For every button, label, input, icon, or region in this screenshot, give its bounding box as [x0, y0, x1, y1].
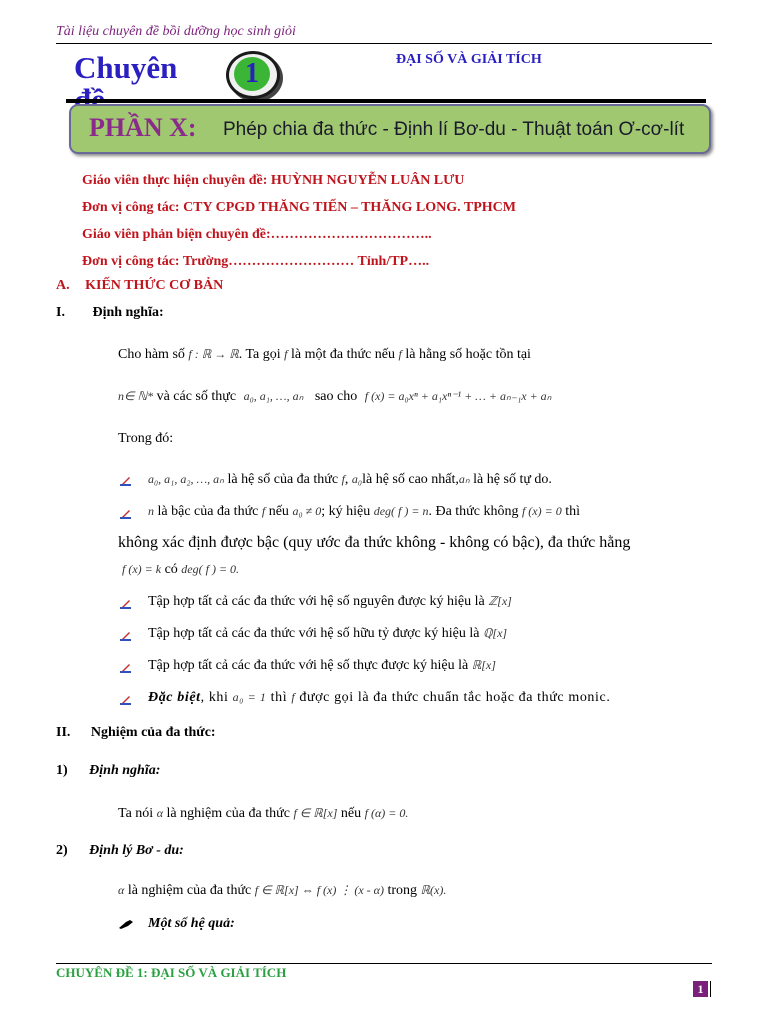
pen-icon: [120, 508, 131, 519]
bezout-statement: [118, 883, 446, 899]
math-expression: f: [398, 347, 402, 361]
text: là hệ số cao nhất,: [362, 472, 459, 487]
math-expression: aₙ: [458, 472, 470, 486]
math-expression: ℚ[x]: [482, 626, 508, 640]
degree-constant-line: [122, 562, 239, 578]
pen-icon: [120, 662, 131, 673]
text: là hệ số tự do.: [473, 472, 552, 487]
reviewer-unit-line: Đơn vị công tác: Trường……………………… Tỉnh/TP…..: [82, 254, 430, 269]
math-expression: f: [291, 690, 296, 704]
math-expression: a₀, a₁, a₂, …, aₙ: [148, 472, 224, 486]
text: ,: [344, 472, 349, 487]
unit-line: Đơn vị công tác: CTY CPGD THĂNG TIẾN – THĂNG LONG. TPHCM: [82, 200, 517, 215]
teacher-line: Giáo viên thực hiện chuyên đề: HUỲNH NGUYỄN LUÂN LƯU: [82, 173, 465, 188]
section-i-number: I.: [56, 305, 65, 320]
writing-hand-icon: [118, 919, 134, 930]
subsection-2-number: 2): [56, 843, 68, 858]
text: là nghiệm của đa thức: [166, 806, 290, 821]
section-ii-heading: [56, 725, 216, 741]
math-expression: α: [156, 806, 163, 820]
math-expression: n: [148, 504, 154, 518]
bullet-real-polys: [148, 658, 496, 674]
text: là nghiệm của đa thức: [127, 883, 252, 898]
header-rule: [56, 43, 712, 44]
bullet-degree: [148, 504, 580, 520]
math-expression: a₀: [351, 472, 363, 486]
text: và các số thực: [156, 389, 237, 404]
definition-line-2: [118, 389, 551, 405]
text: nếu: [268, 504, 289, 519]
text: Tập hợp tất cả các đa thức với hệ số thực được ký hiệu là: [148, 658, 469, 673]
subsection-2-heading: [56, 843, 184, 859]
where-label: Trong đó:: [118, 431, 174, 446]
math-expression: f ∈ ℝ[x] ⇔ f (x) ⋮ (x - α): [254, 883, 384, 897]
section-ii-title: Nghiệm của đa thức:: [90, 725, 216, 740]
text: sao cho: [314, 389, 358, 404]
math-expression: ℝ[x]: [471, 658, 496, 672]
subsection-1-heading: [56, 763, 160, 779]
bullet-rational-polys: [148, 626, 507, 642]
text: . Đa thức không: [428, 504, 519, 519]
degree-continuation: không xác định được bậc (quy ước đa thức không - không có bậc), đa thức hằng: [118, 534, 631, 551]
math-expression: f ∈ ℝ[x]: [293, 806, 338, 820]
section-a-heading: [56, 278, 223, 294]
math-expression: f: [341, 472, 345, 486]
math-expression: deg( f ) = 0.: [181, 562, 240, 576]
bullet-integer-polys: [148, 594, 512, 610]
section-ii-number: II.: [56, 725, 71, 740]
page-number-bar: [710, 981, 711, 997]
header-note: Tài liệu chuyên đề bồi dưỡng học sinh giỏi: [56, 24, 296, 39]
subject-title: ĐẠI SỐ VÀ GIẢI TÍCH: [396, 52, 542, 67]
math-expression: ℤ[x]: [488, 594, 512, 608]
reviewer-line: Giáo viên phản biện chuyên đề:……………………………..: [82, 227, 432, 242]
pen-icon: [120, 630, 131, 641]
pen-icon: [120, 694, 131, 705]
math-expression: a₀, a₁, …, aₙ: [243, 389, 304, 403]
math-expression: f: [261, 504, 266, 518]
subsection-1-number: 1): [56, 763, 68, 778]
part-banner: [69, 104, 711, 154]
subsection-2-title: Định lý Bơ - du:: [89, 843, 184, 858]
math-expression: α: [118, 883, 125, 897]
text: thì: [270, 690, 288, 705]
math-expression: deg( f ) = n: [373, 504, 429, 518]
text: , khi: [200, 690, 229, 705]
text: . Ta gọi: [238, 347, 281, 362]
text: Ta nói: [118, 806, 154, 821]
text: là hệ số của đa thức: [227, 472, 339, 487]
text: là hằng số hoặc tồn tại: [405, 347, 531, 362]
text: Tập hợp tất cả các đa thức với hệ số hữu tỷ được ký hiệu là: [148, 626, 480, 641]
title-underline: [66, 99, 706, 103]
math-expression: f (α) = 0.: [364, 806, 409, 820]
definition-line-1: [118, 347, 531, 363]
text: trong: [387, 883, 418, 898]
section-a-title: KIẾN THỨC CƠ BẢN: [85, 278, 224, 293]
text: ; ký hiệu: [321, 504, 371, 519]
part-label: PHẦN X:: [89, 113, 197, 142]
root-definition: [118, 806, 408, 822]
math-expression: f : ℝ → ℝ: [188, 347, 239, 361]
bullet-coefficients: [148, 472, 552, 488]
pen-icon: [120, 475, 131, 486]
math-expression: f: [284, 347, 288, 361]
chapter-number-badge: [226, 51, 280, 99]
corollary-heading: [148, 916, 235, 932]
section-i-title: Định nghĩa:: [92, 305, 164, 320]
bullet-monic: [148, 690, 610, 706]
subsection-1-title: Định nghĩa:: [89, 763, 161, 778]
text: thì: [565, 504, 580, 519]
text: Tập hợp tất cả các đa thức với hệ số nguyên được ký hiệu là: [148, 594, 485, 609]
special-label: Đặc biệt: [148, 690, 201, 705]
math-expression: a₀ = 1: [232, 690, 267, 704]
chapter-label: Chuyên: [74, 50, 178, 85]
corollary-title: Một số hệ quả:: [148, 916, 235, 931]
footer-rule: [56, 963, 712, 964]
math-expression: f (x) = k: [122, 562, 162, 576]
page-number: 1: [693, 981, 708, 997]
footer-text: CHUYÊN ĐỀ 1: ĐẠI SỐ VÀ GIẢI TÍCH: [56, 965, 287, 980]
math-expression: a₀ ≠ 0: [292, 504, 322, 518]
math-expression: f (x) = 0: [521, 504, 562, 518]
text: là một đa thức nếu: [291, 347, 396, 362]
text: nếu: [340, 806, 362, 821]
text: được gọi là đa thức chuẩn tắc hoặc đa thức monic.: [299, 690, 611, 705]
text: Cho hàm số: [118, 347, 185, 362]
text: có: [164, 562, 178, 577]
part-title: Phép chia đa thức - Định lí Bơ-du - Thuật toán Ơ-cơ-lít: [223, 119, 685, 140]
pen-icon: [120, 598, 131, 609]
math-expression: n∈ ℕ*: [118, 389, 154, 403]
section-i-heading: [56, 305, 164, 321]
section-a-number: A.: [56, 278, 70, 293]
text: là bậc của đa thức: [157, 504, 259, 519]
math-expression: ℝ(x).: [420, 883, 447, 897]
math-expression: f (x) = a₀xⁿ + a₁xⁿ⁻¹ + … + aₙ₋₁x + aₙ: [364, 389, 552, 403]
chapter-number: 1: [234, 57, 270, 91]
